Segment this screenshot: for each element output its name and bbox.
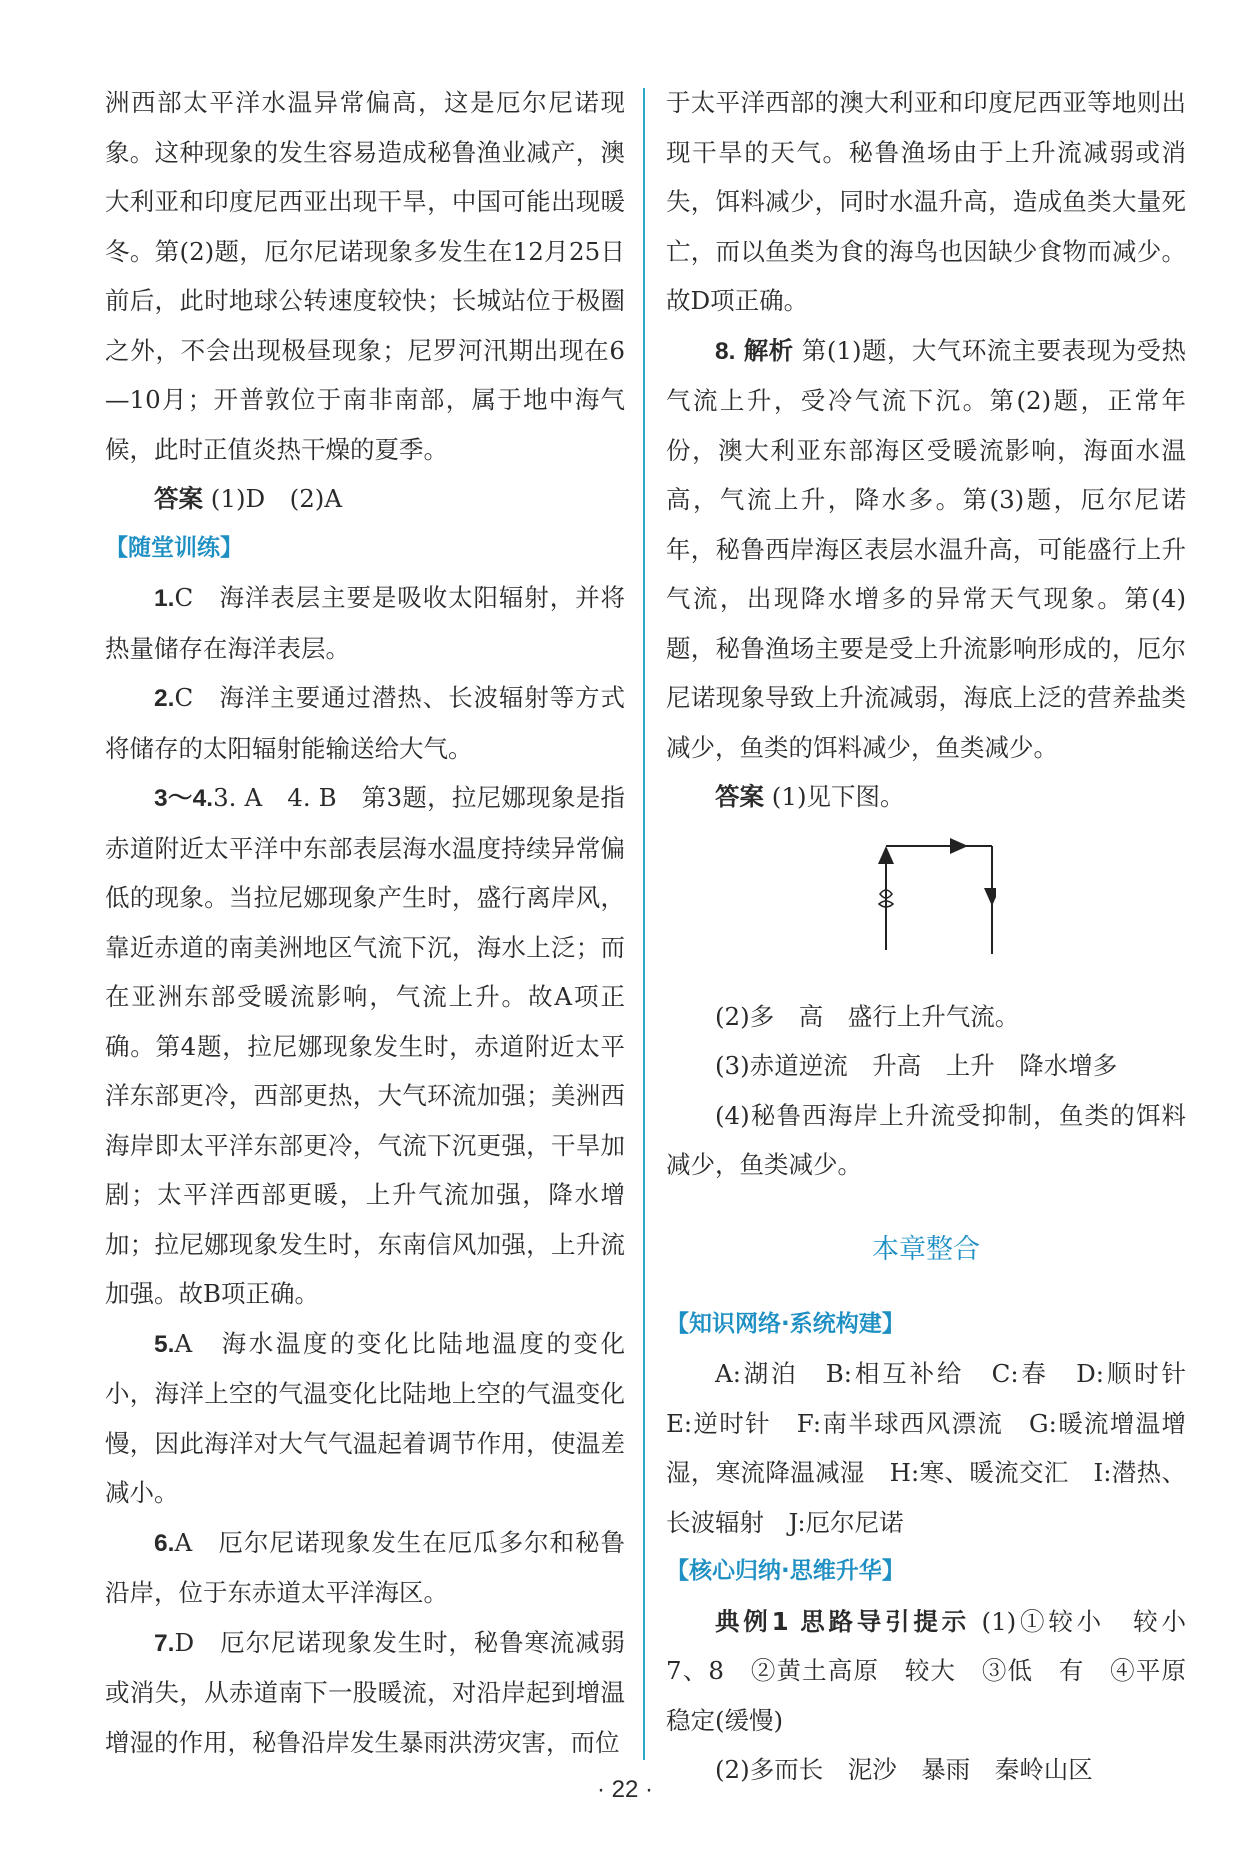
answer-label: 答案: [715, 782, 764, 811]
example-1: [666, 1597, 1211, 1746]
circulation-svg: [866, 832, 996, 962]
knowledge-network: A:湖泊 B:相互补给 C:春 D:顺时针 E:逆时针 F:南半球西风漂流 G:暖流增温增湿，寒流降温减湿 H:寒、暖流交汇 I:潜热、长波辐射 J:厄尔尼诺: [666, 1359, 1211, 1537]
question-text: 3. A 4. B 第3题，拉尼娜现象是指赤道附近太平洋中东部表层海水温度持续异常偏低的现象。当拉尼娜现象产生时，盛行离岸风，靠近赤道的南美洲地区气流下沉，海水上泛；而在亚洲东部受暖流影响，气流上升。故A项正确。第4题，拉尼娜现象发生时，赤道附近太平洋东部更冷，西部更热，大气环流加强；美洲西海岸即太平洋东部更冷，气流下沉更强，干旱加剧；太平洋西部更暖，上升气流加强，降水增加；拉尼娜现象发生时，东南信风加强，上升流加强。故B项正确。: [105, 783, 625, 1308]
paragraph: 洲西部太平洋水温异常偏高，这是厄尔尼诺现象。这种现象的发生容易造成秘鲁渔业减产，澳大利亚和印度尼西亚出现干旱，中国可能出现暖冬。第(2)题，厄尔尼诺现象多发生在12月25日前后，此时地球公转速度较快；长城站位于极圈之外，不会出现极昼现象；尼罗河汛期出现在6—10月；开普敦位于南非南部，属于地中海气候，此时正值炎热干燥的夏季。: [105, 88, 625, 464]
question-number: 7.: [154, 1629, 175, 1657]
answer-line: (4)秘鲁西海岸上升流受抑制，鱼类的饵料减少，鱼类减少。: [666, 1100, 1186, 1179]
answer-text: (1)见下图。: [771, 782, 905, 811]
answer-label: 答案: [154, 484, 203, 513]
analysis-label: 解析: [743, 335, 794, 365]
example-hint-label: 思路导引提示: [800, 1606, 970, 1636]
answer-line: (2)多 高 盛行上升气流。: [715, 1001, 1020, 1031]
section-header: 【随堂训练】: [105, 534, 243, 561]
column-divider: [643, 88, 645, 1760]
question-number: 5.: [154, 1330, 175, 1358]
question-2: [105, 673, 625, 773]
left-column: [105, 78, 625, 1767]
question-text: C 海洋表层主要是吸收太阳辐射，并将热量储存在海洋表层。: [105, 583, 625, 663]
question-7: [105, 1618, 625, 1768]
section-header: 【知识网络·系统构建】: [666, 1310, 905, 1337]
example-1-continued: (2)多而长 泥沙 暴雨 秦岭山区: [715, 1755, 1093, 1784]
question-number: 3～4.: [154, 785, 214, 812]
answer-line: (3)赤道逆流 升高 上升 降水增多: [715, 1051, 1118, 1080]
question-number: 6.: [154, 1529, 175, 1557]
example-text: (1)①较小 较小 7、8 ②黄土高原 较大 ③低 有 ④平原 稳定(缓慢): [666, 1606, 1211, 1735]
circulation-diagram: [666, 832, 1186, 982]
answer-line: [105, 474, 625, 524]
answer-text: (1)D (2)A: [210, 484, 343, 513]
question-number: 1.: [154, 585, 175, 612]
page-number: · 22 ·: [596, 1776, 653, 1803]
section-title: 本章整合: [872, 1233, 980, 1265]
question-8: [666, 326, 1186, 773]
right-column: [666, 78, 1211, 1795]
answer-line: [666, 772, 1186, 822]
section-header: 【核心归纳·思维升华】: [666, 1558, 905, 1584]
question-text: D 厄尔尼诺现象发生时，秘鲁寒流减弱或消失，从赤道南下一股暖流，对沿岸起到增温增湿的作用，秘鲁沿岸发生暴雨洪涝灾害，而位: [105, 1627, 625, 1757]
question-3-4: [105, 773, 625, 1319]
question-number: 2.: [154, 685, 175, 712]
question-text: 第(1)题，大气环流主要表现为受热气流上升，受冷气流下沉。第(2)题，正常年份，澳大利亚东部海区受暖流影响，海面水温高，气流上升，降水多。第(3)题，厄尔尼诺年，秘鲁西岸海区表层水温升高，可能盛行上升气流，出现降水增多的异常天气现象。第(4)题，秘鲁渔场主要是受上升流影响形成的，厄尔尼诺现象导致上升流减弱，海底上泛的营养盐类减少，鱼类的饵料减少，鱼类减少。: [666, 335, 1186, 762]
question-number: 8.: [715, 337, 736, 365]
question-text: A 厄尔尼诺现象发生在厄瓜多尔和秘鲁沿岸，位于东赤道太平洋海区。: [105, 1527, 625, 1607]
question-1: [105, 573, 625, 673]
question-text: A 海水温度的变化比陆地温度的变化小，海洋上空的气温变化比陆地上空的气温变化慢，因此海洋对大气气温起着调节作用，使温差减小。: [105, 1328, 625, 1507]
example-label: 典例1: [715, 1606, 789, 1636]
question-6: [105, 1518, 625, 1618]
paragraph: 于太平洋西部的澳大利亚和印度尼西亚等地则出现干旱的天气。秘鲁渔场由于上升流减弱或消失，饵料减少，同时水温升高，造成鱼类大量死亡，而以鱼类为食的海鸟也因缺少食物而减少。故D项正确。: [666, 88, 1186, 315]
question-5: [105, 1319, 625, 1518]
question-text: C 海洋主要通过潜热、长波辐射等方式将储存的太阳辐射能输送给大气。: [105, 683, 625, 763]
